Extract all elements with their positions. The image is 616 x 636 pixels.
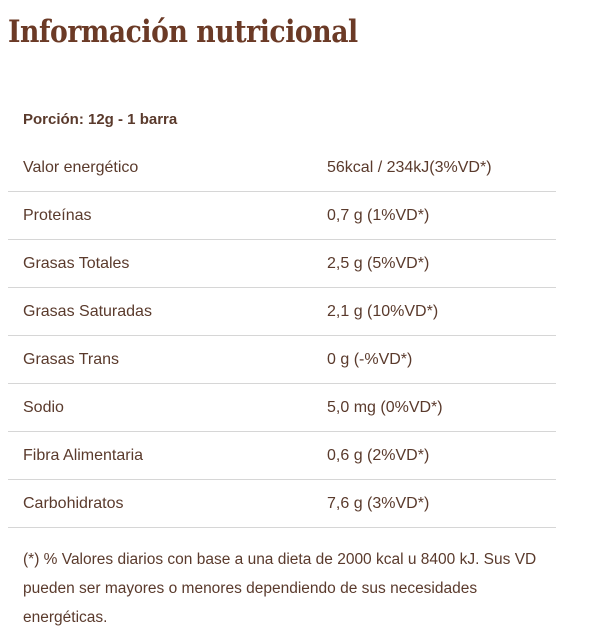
nutrient-value: 2,1 g (10%VD*): [327, 303, 439, 320]
nutrient-label: Carbohidratos: [23, 495, 124, 512]
nutrient-label: Proteínas: [23, 207, 92, 224]
nutrition-table: [8, 144, 556, 528]
table-row: [8, 480, 556, 528]
table-row: [8, 192, 556, 240]
nutrient-value: 7,6 g (3%VD*): [327, 495, 430, 512]
table-row: [8, 288, 556, 336]
nutrient-value: 2,5 g (5%VD*): [327, 255, 430, 272]
footnote: (*) % Valores diarios con base a una dieta de 2000 kcal u 8400 kJ. Sus VD pueden ser mayores o menores dependiendo de sus necesidades energéticas.: [23, 551, 537, 626]
table-row: [8, 432, 556, 480]
nutrient-value: 0,7 g (1%VD*): [327, 207, 430, 224]
table-row: [8, 240, 556, 288]
nutrient-label: Valor energético: [23, 159, 139, 176]
nutrient-value: 0,6 g (2%VD*): [327, 447, 430, 464]
nutrient-value: 0 g (-%VD*): [327, 351, 413, 368]
nutrient-label: Fibra Alimentaria: [23, 447, 144, 464]
nutrient-value: 5,0 mg (0%VD*): [327, 399, 443, 416]
nutrient-label: Grasas Totales: [23, 255, 130, 272]
nutrient-label: Grasas Trans: [23, 351, 120, 368]
nutrient-label: Sodio: [23, 399, 64, 416]
table-row: [8, 384, 556, 432]
portion-size: Porción: 12g - 1 barra: [23, 111, 178, 128]
table-row: [8, 336, 556, 384]
page-title: Información nutricional: [8, 14, 358, 50]
nutrient-label: Grasas Saturadas: [23, 303, 152, 320]
nutrient-value: 56kcal / 234kJ(3%VD*): [327, 159, 492, 176]
table-row: [8, 144, 556, 192]
